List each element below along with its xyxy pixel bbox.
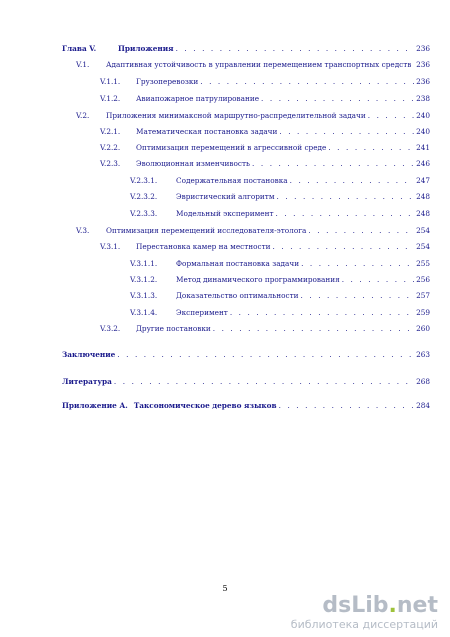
toc-entry-number: V.2.1. <box>100 127 121 136</box>
toc-entry-page: 240 <box>416 111 430 120</box>
toc-entry-number: V.2.3.2. <box>130 192 158 201</box>
toc-entry[interactable] <box>100 158 430 170</box>
toc-leader-dots <box>114 376 414 388</box>
toc-entry-page: 236 <box>416 60 430 69</box>
toc-entry-page: 246 <box>416 159 430 168</box>
toc-entry-number: V.2. <box>76 111 90 120</box>
toc-leader-dots <box>176 43 414 55</box>
toc-entry-page: 255 <box>416 259 430 268</box>
watermark-logo-right: net <box>396 593 438 618</box>
toc-entry[interactable] <box>100 126 430 138</box>
toc-entry-title: Доказательство оптимальности <box>176 291 299 300</box>
toc-entry-number: V.1.2. <box>100 94 121 103</box>
toc-leader-dots <box>252 158 414 170</box>
toc-entry[interactable] <box>100 142 430 154</box>
toc-entry-title: Оптимизация перемещений в агрессивной среде <box>136 143 327 152</box>
toc-entry[interactable] <box>76 110 430 122</box>
toc-entry-number: V.2.3.3. <box>130 209 158 218</box>
toc-entry[interactable] <box>130 208 430 220</box>
toc-entry-title: Авиапожарное патрулирование <box>136 94 260 103</box>
toc-entry-number: Приложение А. <box>62 401 128 410</box>
toc-entry-number: V.3.1.2. <box>130 275 158 284</box>
toc-entry-title: Оптимизация перемещений исследователя-этолога <box>106 226 307 235</box>
toc-leader-dots <box>290 175 414 187</box>
page-number: 5 <box>222 584 228 593</box>
toc-leader-dots <box>275 208 414 220</box>
toc-entry-page: 241 <box>416 143 430 152</box>
toc-leader-dots <box>277 191 415 203</box>
toc-entry[interactable] <box>62 43 430 55</box>
toc-entry-title: Эксперимент <box>176 308 228 317</box>
toc-leader-dots <box>230 307 414 319</box>
toc-entry-page: 263 <box>416 350 430 359</box>
toc-entry-number: V.1. <box>76 60 90 69</box>
watermark-logo-left: dsLib <box>322 593 389 618</box>
toc-entry-number: V.2.3. <box>100 159 121 168</box>
toc-entry-number: V.3.2. <box>100 324 121 333</box>
toc-entry-page: 236 <box>416 44 430 53</box>
toc-entry-title: Литература <box>62 377 112 386</box>
toc-entry-number: V.3.1.4. <box>130 308 158 317</box>
toc-entry-title: Модельный эксперимент <box>176 209 274 218</box>
toc-entry[interactable] <box>76 225 430 237</box>
watermark-subtitle: библиотека диссертаций <box>290 618 438 631</box>
toc-entry[interactable] <box>62 349 430 361</box>
toc-entry[interactable] <box>100 93 430 105</box>
toc-entry[interactable] <box>130 175 430 187</box>
toc-leader-dots <box>200 76 414 88</box>
toc-entry-page: 248 <box>416 192 430 201</box>
toc-entry[interactable] <box>100 241 430 253</box>
toc-leader-dots <box>213 323 414 335</box>
toc-entry-title: Эвристический алгоритм <box>176 192 275 201</box>
toc-entry-page: 256 <box>416 275 430 284</box>
toc-entry-number: V.1.1. <box>100 77 121 86</box>
toc-entry-page: 260 <box>416 324 430 333</box>
toc-leader-dots <box>279 400 414 412</box>
toc-leader-dots <box>301 258 414 270</box>
toc-entry-title: Содержательная постановка <box>176 176 288 185</box>
toc-leader-dots <box>261 93 414 105</box>
toc-leader-dots <box>273 241 414 253</box>
toc-entry-page: 248 <box>416 209 430 218</box>
toc-entry[interactable] <box>100 76 430 88</box>
toc-leader-dots <box>117 349 414 361</box>
watermark-logo <box>291 594 438 618</box>
toc-entry-title: Математическая постановка задачи <box>136 127 278 136</box>
watermark <box>291 594 438 631</box>
toc-entry-number: V.3.1.1. <box>130 259 158 268</box>
toc-entry-page: 240 <box>416 127 430 136</box>
toc-entry-page: 259 <box>416 308 430 317</box>
toc-entry[interactable] <box>130 290 430 302</box>
toc-entry-title: Метод динамического программирования <box>176 275 340 284</box>
toc-leader-dots <box>308 225 414 237</box>
toc-entry-title: Таксономическое дерево языков <box>133 401 277 410</box>
toc-entry-title: Перестановка камер на местности <box>136 242 271 251</box>
toc-leader-dots <box>279 126 414 138</box>
toc-entry-title: Другие постановки <box>136 324 211 333</box>
toc-entry-title: Грузоперевозки <box>136 77 199 86</box>
toc-entry[interactable] <box>130 274 430 286</box>
toc-entry[interactable] <box>100 323 430 335</box>
toc-entry-page: 238 <box>416 94 430 103</box>
toc-entry-number: V.3.1.3. <box>130 291 158 300</box>
toc-entry[interactable] <box>62 400 430 412</box>
toc-entry-page: 268 <box>416 377 430 386</box>
toc-entry-page: 254 <box>416 242 430 251</box>
toc-entry-title: Эволюционная изменчивость <box>136 159 251 168</box>
toc-entry-number: V.3. <box>76 226 90 235</box>
toc-leader-dots <box>368 110 414 122</box>
toc-entry[interactable] <box>62 376 430 388</box>
toc-entry[interactable] <box>76 59 430 71</box>
toc-entry-page: 257 <box>416 291 430 300</box>
toc-leader-dots <box>328 142 414 154</box>
toc-entry-number: V.2.2. <box>100 143 121 152</box>
toc-entry-page: 236 <box>416 77 430 86</box>
toc-entry-page: 284 <box>416 401 430 410</box>
toc-entry-title: Адаптивная устойчивость в управлении перемещением транспортных средств <box>106 60 412 69</box>
toc-entry-page: 254 <box>416 226 430 235</box>
toc-entry-title: Заключение <box>62 350 116 359</box>
toc-entry-page: 247 <box>416 176 430 185</box>
toc-entry-number: V.3.1. <box>100 242 121 251</box>
toc-entry-number: Глава V. <box>62 44 97 53</box>
toc-entry-title: Формальная постановка задачи <box>176 259 300 268</box>
toc-entry-number: V.2.3.1. <box>130 176 158 185</box>
toc-entry[interactable] <box>130 307 430 319</box>
toc-leader-dots <box>301 290 414 302</box>
toc-entry[interactable] <box>130 258 430 270</box>
watermark-logo-sep: . <box>388 593 397 618</box>
toc-entry-title: Приложения минимаксной маршрутно-распределительной задачи <box>106 111 366 120</box>
toc-leader-dots <box>342 274 414 286</box>
toc-entry[interactable] <box>130 191 430 203</box>
toc-entry-title: Приложения <box>118 44 174 53</box>
